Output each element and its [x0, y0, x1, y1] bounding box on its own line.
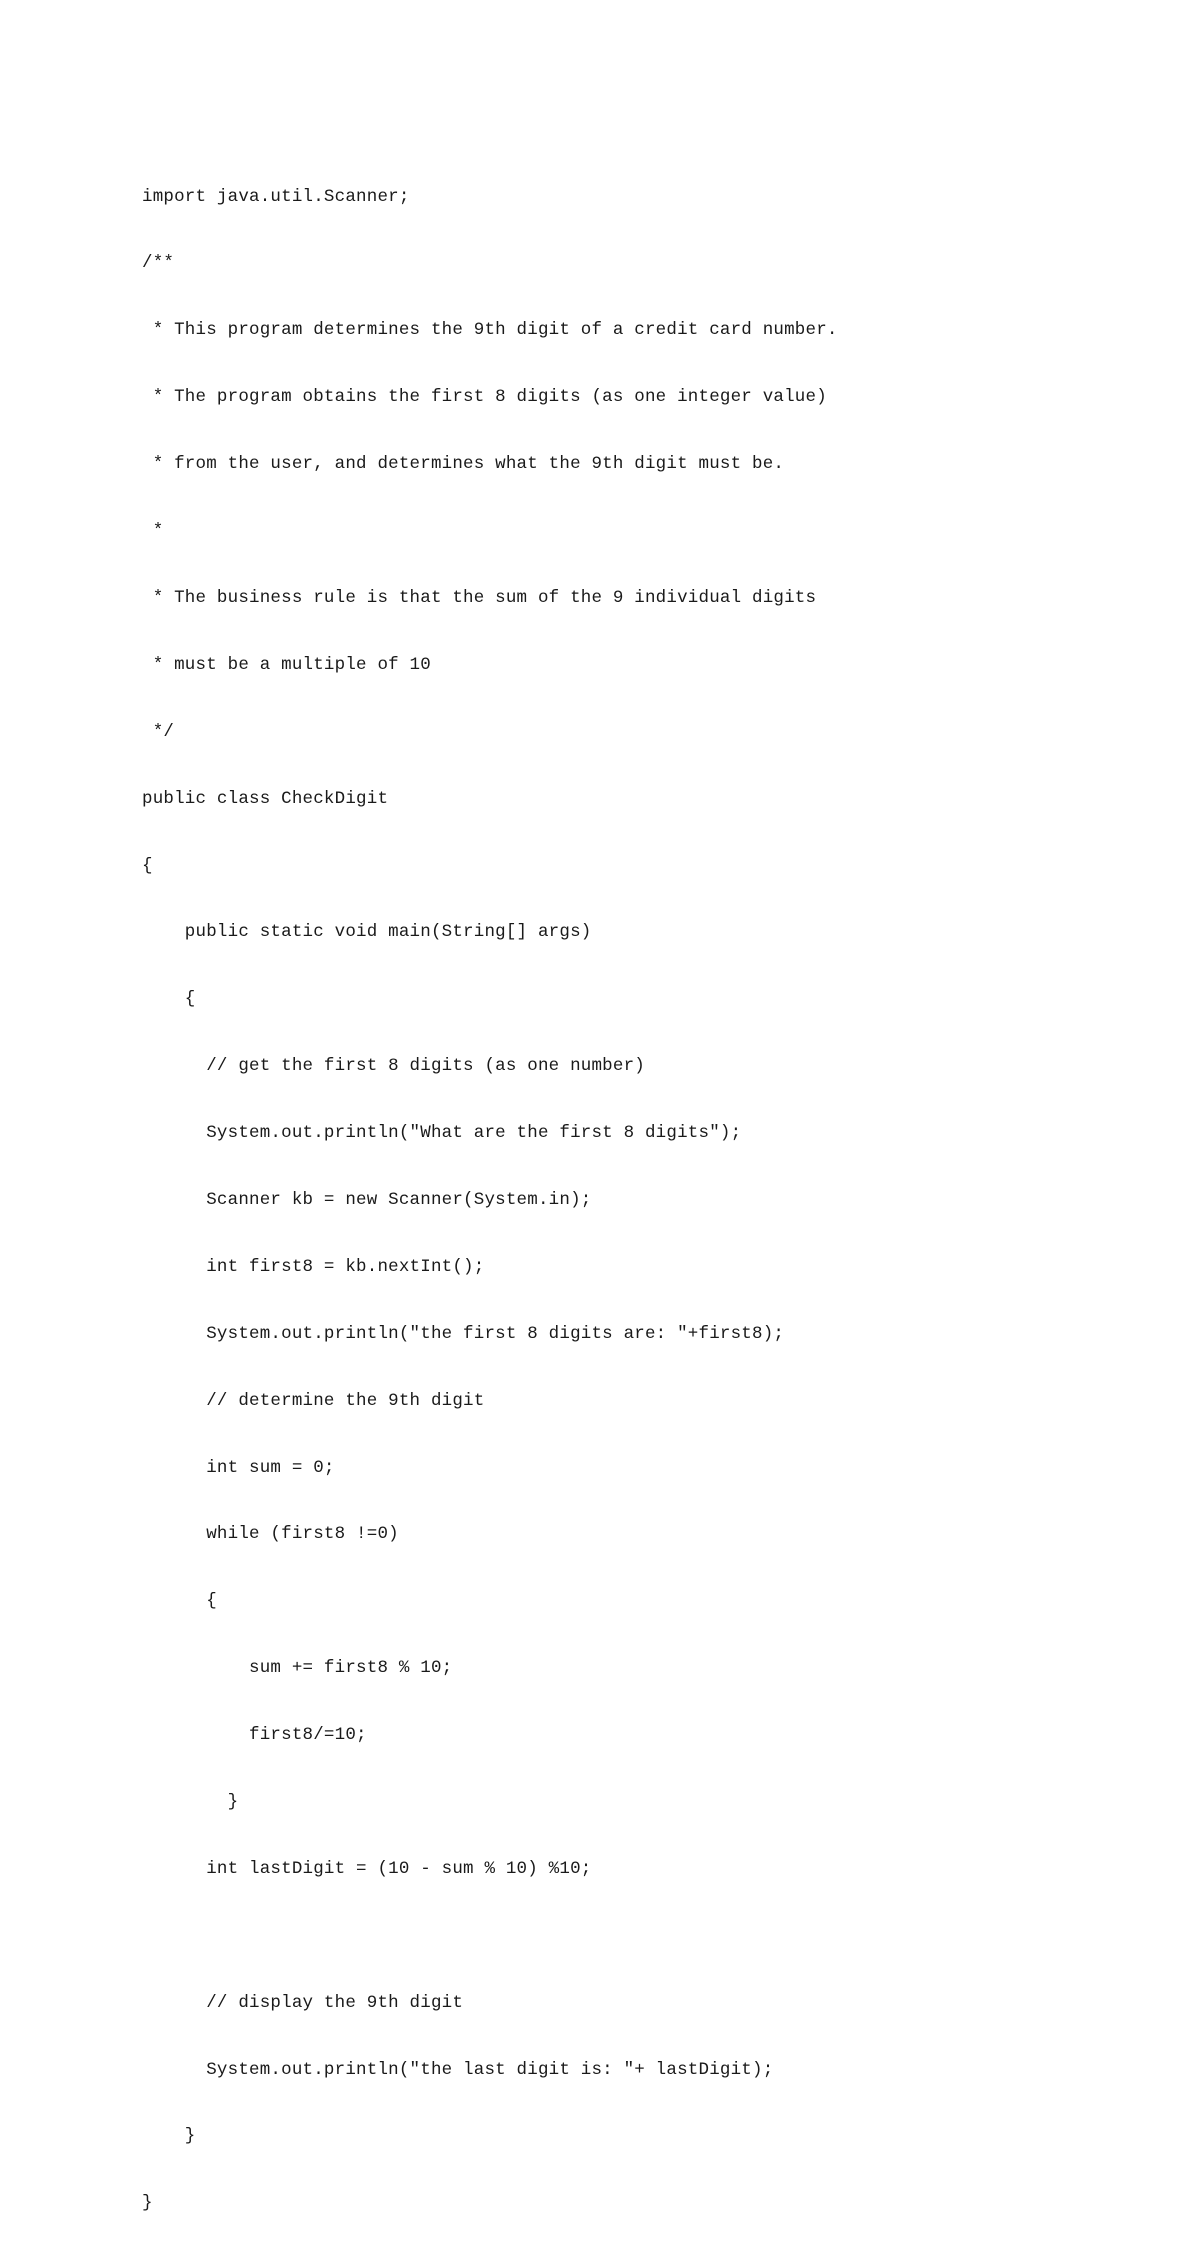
code-line-27 [142, 1925, 838, 1947]
code-line-18: System.out.println("the first 8 digits are: "+first8); [142, 1323, 785, 1344]
code-line-28: // display the 9th digit [142, 1992, 464, 2013]
code-line-19: // determine the 9th digit [142, 1390, 485, 1411]
code-line-30: } [142, 2126, 196, 2147]
code-line-26: int lastDigit = (10 - sum % 10) %10; [142, 1858, 592, 1879]
code-line-22: { [142, 1591, 217, 1612]
code-line-23: sum += first8 % 10; [142, 1658, 453, 1679]
code-line-3: * This program determines the 9th digit of a credit card number. [142, 320, 838, 341]
code-line-17: int first8 = kb.nextInt(); [142, 1256, 485, 1277]
code-line-11: { [142, 855, 153, 876]
code-line-6: * [142, 521, 164, 542]
code-line-25: } [142, 1791, 239, 1812]
code-line-21: while (first8 !=0) [142, 1524, 399, 1545]
code-line-4: * The program obtains the first 8 digits (as one integer value) [142, 387, 827, 408]
code-line-31: } [142, 2193, 153, 2214]
code-line-5: * from the user, and determines what the 9th digit must be. [142, 454, 785, 475]
code-line-7: * The business rule is that the sum of the 9 individual digits [142, 587, 817, 608]
code-line-20: int sum = 0; [142, 1457, 335, 1478]
code-line-24: first8/=10; [142, 1725, 367, 1746]
code-line-15: System.out.println("What are the first 8 digits"); [142, 1123, 742, 1144]
code-line-9: */ [142, 721, 175, 742]
code-line-16: Scanner kb = new Scanner(System.in); [142, 1189, 592, 1210]
code-line-12: public static void main(String[] args) [142, 922, 592, 943]
code-line-13: { [142, 989, 196, 1010]
code-line-29: System.out.println("the last digit is: "+ lastDigit); [142, 2059, 774, 2080]
code-line-14: // get the first 8 digits (as one number) [142, 1056, 645, 1077]
code-line-8: * must be a multiple of 10 [142, 654, 431, 675]
code-line-1: import java.util.Scanner; [142, 186, 410, 207]
code-line-2: /** [142, 253, 175, 274]
java-source-code [142, 141, 838, 2259]
code-line-10: public class CheckDigit [142, 788, 389, 809]
